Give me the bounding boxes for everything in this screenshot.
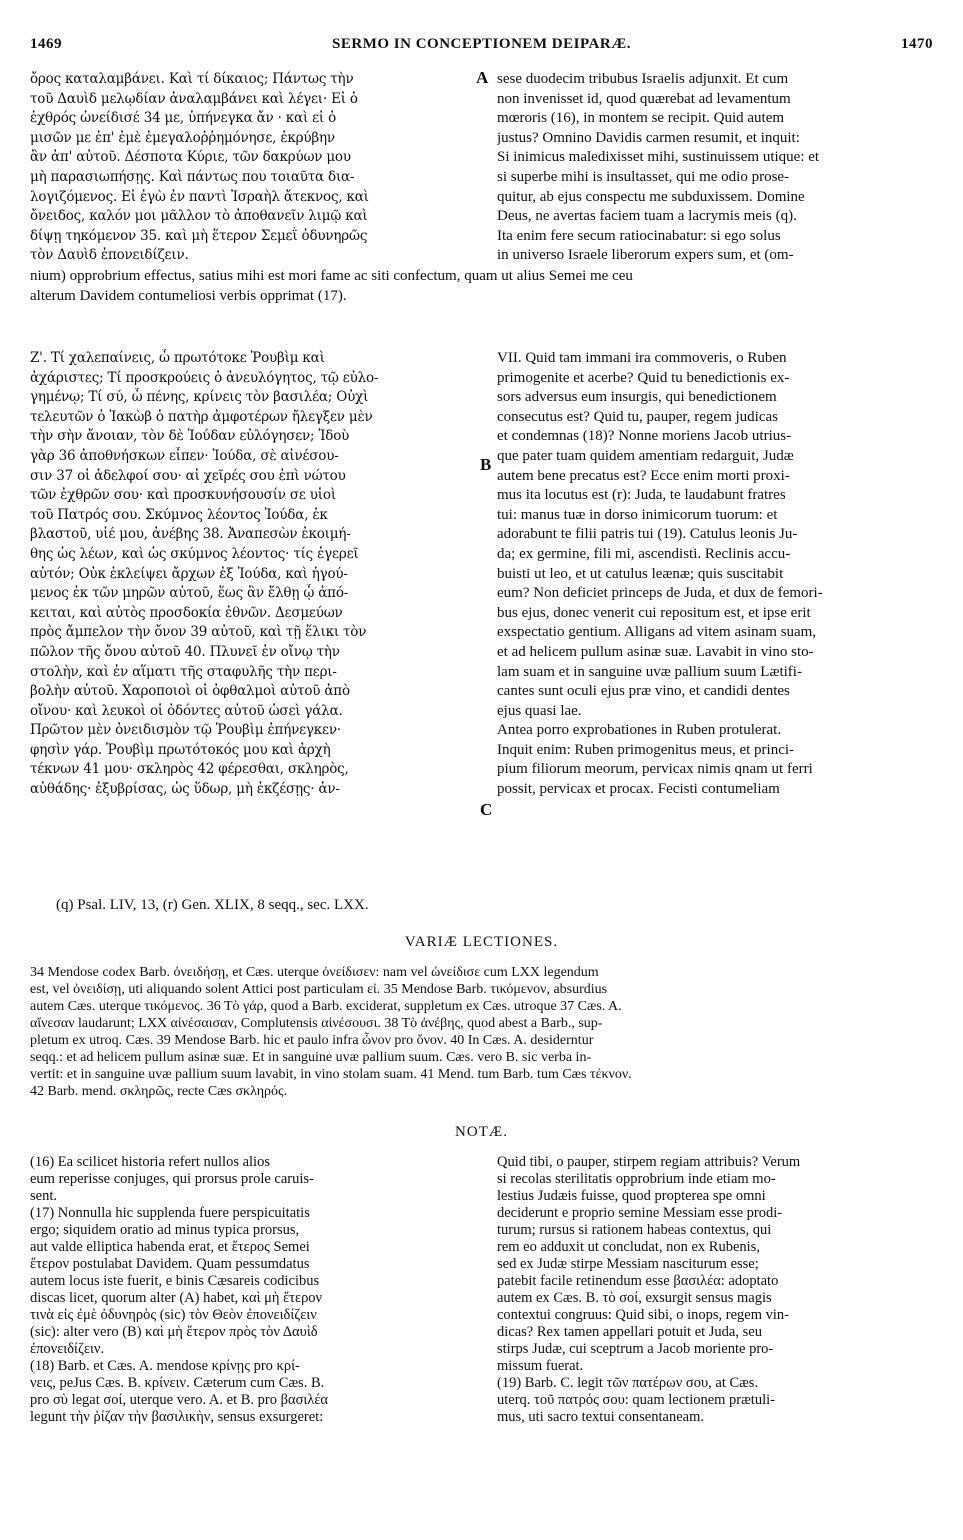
text-line: θης ὡς λέων, καὶ ὡς σκύμνος λέοντος· τίς ἐγερεῖ xyxy=(30,545,359,562)
text-line: eum reperisse conjuges, qui prorsus prole caruis- xyxy=(30,1171,314,1187)
text-line: δίψῃ τηκόμενον 35. καὶ μὴ ἕτερον Σεμεῒ ὀδυνηρῶς xyxy=(30,227,368,244)
text-line: dicas? Rex tamen appellari potuit et Juda, seu xyxy=(497,1324,762,1340)
text-line: patebit facile retinendum esse βασιλέα: adoptato xyxy=(497,1273,779,1289)
text-line: οἴνου· καὶ λευκοὶ οἱ ὀδόντες αὐτοῦ ὡσεὶ γάλα. xyxy=(30,702,343,719)
text-line: adorabunt te filii patris tui (19). Catulus leonis Ju- xyxy=(497,526,798,543)
text-line: bus ejus, donec venerit cui repositum est, et ipse erit xyxy=(497,604,811,621)
text-line: Ita enim fere secum ratiocinabatur: si ego solus xyxy=(497,227,781,244)
text-line: κειται, καὶ αὐτὸς προσδοκία ἐθνῶν. Δεσμεύων xyxy=(30,604,343,621)
text-line: consecutus est? Quid tu, pauper, regem judicas xyxy=(497,408,778,425)
latin-full-width-text xyxy=(30,266,940,306)
text-line: Πρῶτον μὲν ὀνειδισμὸν τῷ Ῥουβὶμ ἐπήνεγκεν· xyxy=(30,722,341,739)
text-line: τὸν Δαυὶδ ἐπονειδίζειν. xyxy=(30,247,189,264)
text-line: λογιζόμενος. Εἰ ἐγὼ ἐν παντὶ Ἰσραὴλ ἄτεκνος, καὶ xyxy=(30,188,369,205)
notae-heading: NOTÆ. xyxy=(455,1124,508,1140)
text-line: autem bene precatus est? Ecce enim morti proxi- xyxy=(497,467,790,484)
text-line: discas licet, quorum alter (A) habet, καὶ μὴ ἕτερον xyxy=(30,1290,323,1306)
text-line: est, vel ὀνειδίσῃ, uti aliquando solent Attici post particulam εἰ. 35 Mendose Barb. τικόμενον, absurdius xyxy=(30,982,608,997)
text-line: γημένῳ; Τί σύ, ὦ πένης, κρίνεις τὸν βασιλέα; Οὐχὶ xyxy=(30,389,369,406)
text-line: βλαστοῦ, υἱέ μου, ἀνέβης 38. Ἀναπεσὼν ἐκοιμή- xyxy=(30,526,351,543)
text-line: in universo Israele liberorum expers sum, et (om- xyxy=(497,247,794,264)
text-line: τελευτῶν ὁ Ἰακὼβ ὁ πατὴρ ἀμφοτέρων ἤλεγξεν μὲν xyxy=(30,408,373,425)
text-line: buisti ut leo, et ut catulus leænæ; quis suscitabit xyxy=(497,565,784,582)
text-line: uterq. τοῦ πατρός σου: quam lectionem prætuli- xyxy=(497,1392,775,1408)
text-line: VII. Quid tam immani ira commoveris, o Ruben xyxy=(497,350,787,366)
running-title: SERMO IN CONCEPTIONEM DEIPARÆ. xyxy=(332,36,631,52)
text-line: nium) opprobrium effectus, satius mihi est mori fame ac siti confectum, quam ut alius Semei me ceu xyxy=(30,268,633,284)
text-line: alterum Davidem contumeliosi verbis opprimat (17). xyxy=(30,288,347,304)
text-line: non invenisset id, quod quærebat ad levamentum xyxy=(497,90,791,107)
text-line: ἂν ἀπ' αὐτοῦ. Δέσποτα Κύριε, τῶν δακρύων μου xyxy=(30,149,351,166)
text-line: σιν 37 οἱ ἀδελφοί σου· αἱ χεῖρές σου ἐπὶ νώτου xyxy=(30,467,346,484)
latin-column-top xyxy=(497,70,937,266)
text-line: τινὰ εἰς ἐμὲ ὀδυνηρὸς (sic) τὸν Θεὸν ἐπονειδίζειν xyxy=(30,1307,317,1323)
text-line: que pater tuam quidem amentiam redarguit, Judæ xyxy=(497,447,794,464)
text-line: Quid tibi, o pauper, stirpem regiam attribuis? Verum xyxy=(497,1154,801,1170)
text-line: Si inimicus maledixisset mihi, sustinuissem utique: et xyxy=(497,149,820,166)
text-line: tui: manus tuæ in dorso inimicorum tuorum: et xyxy=(497,506,778,523)
text-line: sors adversus eum insurgis, qui benedictionem xyxy=(497,389,777,406)
text-line: ἐχθρός ὠνείδισέ 34 με, ὑπήνεγκα ἄν · καὶ εἰ ὁ xyxy=(30,110,337,127)
text-line: quitur, ab ejus conspectu me subduxissem. Domine xyxy=(497,188,805,205)
text-line: Deus, ne avertas faciem tuam a lacrymis meis (q). xyxy=(497,208,797,225)
page-number-left: 1469 xyxy=(30,36,62,52)
text-line: si recolas sterilitatis opprobrium inde etiam mo- xyxy=(497,1171,776,1187)
text-line: (18) Barb. et Cæs. A. mendose κρίνῃς pro κρί- xyxy=(30,1358,300,1374)
text-line: pletum ex utroq. Cæs. 39 Mendose Barb. hic et paulo infra ὦνον pro ὄνον. 40 In Cæs. A. desiderntur xyxy=(30,1033,594,1048)
text-line: μενος ἐκ τῶν μηρῶν αὐτοῦ, ἕως ἂν ἔλθῃ ᾧ ἀπό- xyxy=(30,585,349,602)
text-line: γὰρ 36 ἀποθνήσκων εἶπεν· Ἰούδα, σὲ αἰνέσου- xyxy=(30,447,339,464)
text-line: φησὶν γάρ. Ῥουβὶμ πρωτότοκός μου καὶ ἀρχὴ xyxy=(30,741,331,758)
text-line: lam suam et in sanguine uvæ pallium suum Lætifi- xyxy=(497,663,802,680)
text-line: (17) Nonnulla hic supplenda fuere perspicuitatis xyxy=(30,1205,310,1221)
margin-mark-c: C xyxy=(480,800,493,819)
text-line: (sic): alter vero (B) καὶ μὴ ἕτερον πρὸς τὸν Δαυὶδ xyxy=(30,1324,318,1340)
text-line: mœroris (16), in montem se recipit. Quid autem xyxy=(497,110,785,127)
greek-column-mid xyxy=(30,349,470,800)
text-line: lestius Judæis fuisse, quod propterea spe omni xyxy=(497,1188,766,1204)
text-line: sese duodecim tribubus Israelis adjunxit. Et cum xyxy=(497,71,789,87)
text-line: ergo; siquidem oratio ad minus typica prorsus, xyxy=(30,1222,300,1238)
text-line: τέκνων 41 μου· σκληρὸς 42 φέρεσθαι, σκληρὸς, xyxy=(30,761,349,778)
text-line: αἴνεσαν laudarunt; LXX αἰνέσαισαν, Complutensis αἰνέσουσι. 38 Τὸ ἀνέβης, quod abest a Barb., sup- xyxy=(30,1016,603,1031)
text-line: sent. xyxy=(30,1188,57,1204)
text-line: 34 Mendose codex Barb. ὀνειδήσῃ, et Cæs. uterque ὀνείδισεν: nam vel ὠνείδισε cum LXX legendum xyxy=(30,965,599,980)
text-line: μισῶν με ἐπ' ἐμὲ ἐμεγαλοῤῥημόνησε, ἐκρύβην xyxy=(30,129,335,146)
text-line: ἀχάριστες; Τί προσκρούεις ὁ ἀνευλόγητος, τῷ εὐλο- xyxy=(30,369,379,386)
text-line: αὐθάδης· ἐξυβρίσας, ὡς ὕδωρ, μὴ ἐκζέσῃς· ἀν- xyxy=(30,781,340,798)
text-line: πρὸς ἄμπελον τὴν ὄνον 39 αὐτοῦ, καὶ τῇ ἕλικι τὸν xyxy=(30,624,367,641)
text-line: aut valde elliptica habenda erat, et ἕτερος Semei xyxy=(30,1239,310,1255)
text-line: pium filiorum meorum, pervicax nimis qnam ut ferri xyxy=(497,761,813,778)
text-line: cantes sunt oculi ejus præ vino, et candidi dentes xyxy=(497,683,790,700)
text-line: ejus quasi lae. xyxy=(497,702,582,719)
notae-left-column xyxy=(30,1154,470,1426)
text-line: τὴν σὴν ἄνοιαν, τὸν δὲ Ἰούδαν εὐλόγησεν; Ἰδοὺ xyxy=(30,428,350,445)
text-line: Inquit enim: Ruben primogenitus meus, et princi- xyxy=(497,741,795,758)
text-line: ὄνειδος, καλόν μοι μᾶλλον τὸ ἀποθανεῖν λιμῷ καὶ xyxy=(30,208,368,225)
text-line: τῶν ἐχθρῶν σου· καὶ προσκυνήσουσίν σε υἱοὶ xyxy=(30,487,336,504)
greek-column-top xyxy=(30,70,470,266)
text-line: mus, uti sacro textui consentaneam. xyxy=(497,1409,704,1425)
text-line: ὄρος καταλαμβάνει. Καὶ τί δίκαιος; Πάντως τὴν xyxy=(30,71,354,87)
text-line: autem Cæs. uterque τικόμενος. 36 Τὸ γάρ, quod a Barb. exciderat, suppletum ex Cæs. utroque 37 Cæs. A. xyxy=(30,999,622,1014)
variae-lectiones-text xyxy=(30,964,940,1100)
text-line: πῶλον τῆς ὄνου αὐτοῦ 40. Πλυνεῖ ἐν οἴνῳ τὴν xyxy=(30,643,340,660)
text-line: Ζ'. Τί χαλεπαίνεις, ὦ πρωτότοκε Ῥουβὶμ καὶ xyxy=(30,350,325,366)
text-line: si superbe mihi is insultasset, qui me odio prose- xyxy=(497,168,790,185)
text-line: exspectatio gentium. Alligans ad vitem asinam suam, xyxy=(497,624,817,641)
text-line: μὴ παρασιωπήσῃς. Καὶ πάντως που τοιαῦτα δια- xyxy=(30,168,355,185)
text-line: autem locus iste fuerit, e binis Cæsareis codicibus xyxy=(30,1273,320,1289)
text-line: 42 Barb. mend. σκληρῶς, recte Cæs σκληρός. xyxy=(30,1084,288,1099)
text-line: (16) Ea scilicet historia refert nullos alios xyxy=(30,1154,270,1170)
text-line: αὐτόν; Οὐκ ἐκλείψει ἄρχων ἐξ Ἰούδα, καὶ ἡγού- xyxy=(30,565,348,582)
text-line: et ad helicem pullum asinæ suæ. Lavabit in vino sto- xyxy=(497,643,814,660)
page-number-right: 1470 xyxy=(901,36,933,52)
text-line: da; ex germine, fili mi, ascendisti. Reclinis accu- xyxy=(497,545,791,562)
margin-mark-a: A xyxy=(476,68,489,87)
text-line: rem eo adduxit ut concludat, non ex Rubenis, xyxy=(497,1239,760,1255)
text-line: seqq.: et ad helicem pullum asinæ suæ. Et in sanguine uvæ pallium suum. Cæs. vero B. sic verba in- xyxy=(30,1050,592,1065)
text-line: (19) Barb. C. legit τῶν πατέρων σου, at Cæs. xyxy=(497,1375,759,1391)
text-line: τοῦ Δαυὶδ μελῳδίαν ἀναλαμβάνει καὶ λέγει· Εἰ ὁ xyxy=(30,90,358,107)
page-header xyxy=(30,36,933,56)
text-line: et condemnas (18)? Nonne moriens Jacob utrius- xyxy=(497,428,792,445)
source-footnote: (q) Psal. LIV, 13, (r) Gen. XLIX, 8 seqq., sec. LXX. xyxy=(56,897,369,913)
text-line: ἐπονειδίζειν. xyxy=(30,1341,105,1357)
text-line: eum? Non deficiet princeps de Juda, et dux de femori- xyxy=(497,585,823,602)
text-line: contextui congruus: Quid sibi, o inops, regem vin- xyxy=(497,1307,789,1323)
text-line: deciderunt e proprio semine Messiam esse prodi- xyxy=(497,1205,783,1221)
margin-mark-b: B xyxy=(480,455,492,474)
text-line: mus ita locutus est (r): Juda, te laudabunt fratres xyxy=(497,487,786,504)
text-line: legunt τὴν ῥίζαν τὴν βασιλικὴν, sensus exsurgeret: xyxy=(30,1409,324,1425)
text-line: Antea porro exprobationes in Ruben protulerat. xyxy=(497,722,782,739)
variae-lectiones-heading: VARIÆ LECTIONES. xyxy=(404,934,559,950)
notae-right-column xyxy=(497,1154,937,1426)
text-line: νεις, peJus Cæs. B. κρίνειν. Cæterum cum Cæs. B. xyxy=(30,1375,325,1391)
text-line: vertit: et in sanguine uvæ pallium suum lavabit, in vino stolam suam. 41 Mend. tum Barb. tum Cæs τέκνον. xyxy=(30,1067,632,1082)
text-line: βολὴν αὐτοῦ. Χαροποιοὶ οἱ ὀφθαλμοὶ αὐτοῦ ἀπὸ xyxy=(30,683,350,700)
text-line: autem ex Cæs. B. τὸ σοί, exsurgit sensus magis xyxy=(497,1290,772,1306)
text-line: τοῦ Πατρός σου. Σκύμνος λέοντος Ἰούδα, ἐκ xyxy=(30,506,328,523)
text-line: missum fuerat. xyxy=(497,1358,584,1374)
text-line: pro σὺ legat σοί, uterque vero. A. et B. pro βασιλέα xyxy=(30,1392,329,1408)
text-line: possit, pervicax et procax. Fecisti contumeliam xyxy=(497,781,780,798)
text-line: sed ex Judæ stirpe Messiam nasciturum esse; xyxy=(497,1256,759,1272)
text-line: justus? Omnino Davidis carmen resumit, et inquit: xyxy=(497,129,800,146)
text-line: turum; rursus si rationem habeas contextus, qui xyxy=(497,1222,772,1238)
text-line: στολὴν, καὶ ἐν αἵματι τῆς σταφυλῆς τὴν περι- xyxy=(30,663,337,680)
text-line: stirps Judæ, cui sceptrum a Jacob moriente pro- xyxy=(497,1341,774,1357)
text-line: ἕτερον postulabat Davidem. Quam pessumdatus xyxy=(30,1256,310,1272)
latin-column-mid xyxy=(497,349,937,800)
text-line: primogenite et acerbe? Quid tu benedictionis ex- xyxy=(497,369,790,386)
